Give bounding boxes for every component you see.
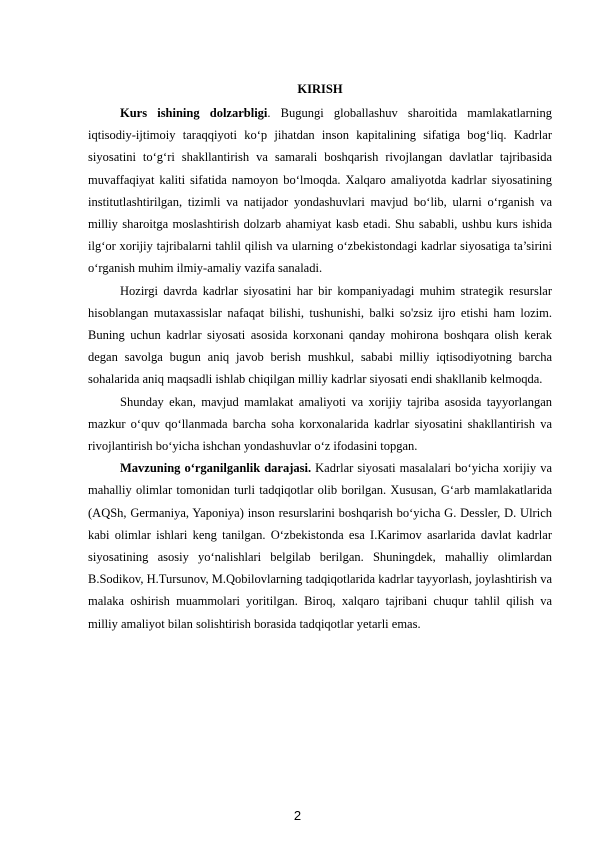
relevance-lead: Kurs ishining dolzarbligi — [120, 106, 268, 120]
paragraph-relevance — [88, 102, 552, 280]
approach-text: Shunday ekan, mavjud mamlakat amaliyoti va xorijiy tajriba asosida tayyorlangan mazkur o‘quv qo‘llanmada barcha soha korxonalarida kadrlar siyosatini shakllantirish va rivojlantirish bo‘yicha ishchan yondashuvlar o‘z ifodasini topgan. — [88, 394, 552, 454]
page-number: 2 — [293, 808, 302, 823]
paragraph-approach — [88, 391, 552, 458]
paragraph-study-level — [88, 457, 552, 635]
section-heading: KIRISH — [297, 82, 343, 96]
paragraph-hr-policy — [88, 280, 552, 391]
study-level-text: Kadrlar siyosati masalalari bo‘yicha xorijiy va mahalliy olimlar tomonidan turli tadqiqotlar olib borilgan. Xususan, G‘arb mamlakatlarida (AQSh, Germaniya, Yaponiya) inson resurslarini boshqarish bo‘yicha G. Dessler, D. Ulrich kabi olimlar ishlari keng tanilgan. O‘zbekistonda esa I.Karimov asarlarida davlat kadrlar siyosatining asosiy yo‘nalishlari belgilab berilgan. Shuningdek, mahalliy olimlardan B.Sodikov, H.Tursunov, M.Qobilovlarning tadqiqotlarida kadrlar tayyorlash, joylashtirish va malaka oshirish muammolari yoritilgan. Biroq, xalqaro tajribani chuqur tahlil qilish va milliy amaliyot bilan solishtirish borasida tadqiqotlar yetarli emas. — [88, 461, 552, 631]
study-level-lead: Mavzuning o‘rganilganlik darajasi. — [120, 461, 312, 476]
document-page — [88, 80, 552, 635]
hr-policy-text: Hozirgi davrda kadrlar siyosatini har bir kompaniyadagi muhim strategik resurslar hisoblangan mutaxassislar nafaqat bilishi, tushunishi, balki so'zsiz ijro etishi ham lozim. Buning uchun kadrlar siyosati asosida korxonani qanday mohirona boshqara olish kerak degan savolga bugun aniq javob berish mushkul, sababi milliy iqtisodiyotning barcha sohalarida aniq maqsadli ishlab chiqilgan milliy kadrlar siyosati endi shakllanib kelmoqda. — [88, 283, 552, 387]
relevance-text: . Bugungi globallashuv sharoitida mamlakatlarning iqtisodiy-ijtimoiy taraqqiyoti ko‘p jihatdan inson kapitalining sifatiga bog‘liq. Kadrlar siyosatini to‘g‘ri shakllantirish va samarali boshqarish rivojlangan davlatlar tajribasida muvaffaqiyat kaliti sifatida namoyon bo‘lmoqda. Xalqaro amaliyotda kadrlar siyosatining institutlashtirilgan, tizimli va natijador yondashuvlari mavjud bo‘lib, ularni o‘rganish va milliy sharoitga moslashtirish dolzarb ahamiyat kasb etadi. Shu sababli, ushbu kurs ishida ilg‘or xorijiy tajribalarni tahlil qilish va ularning o‘zbekistondagi kadrlar siyosatiga ta’sirini o‘rganish muhim ilmiy-amaliy vazifa sanaladi. — [88, 106, 552, 276]
